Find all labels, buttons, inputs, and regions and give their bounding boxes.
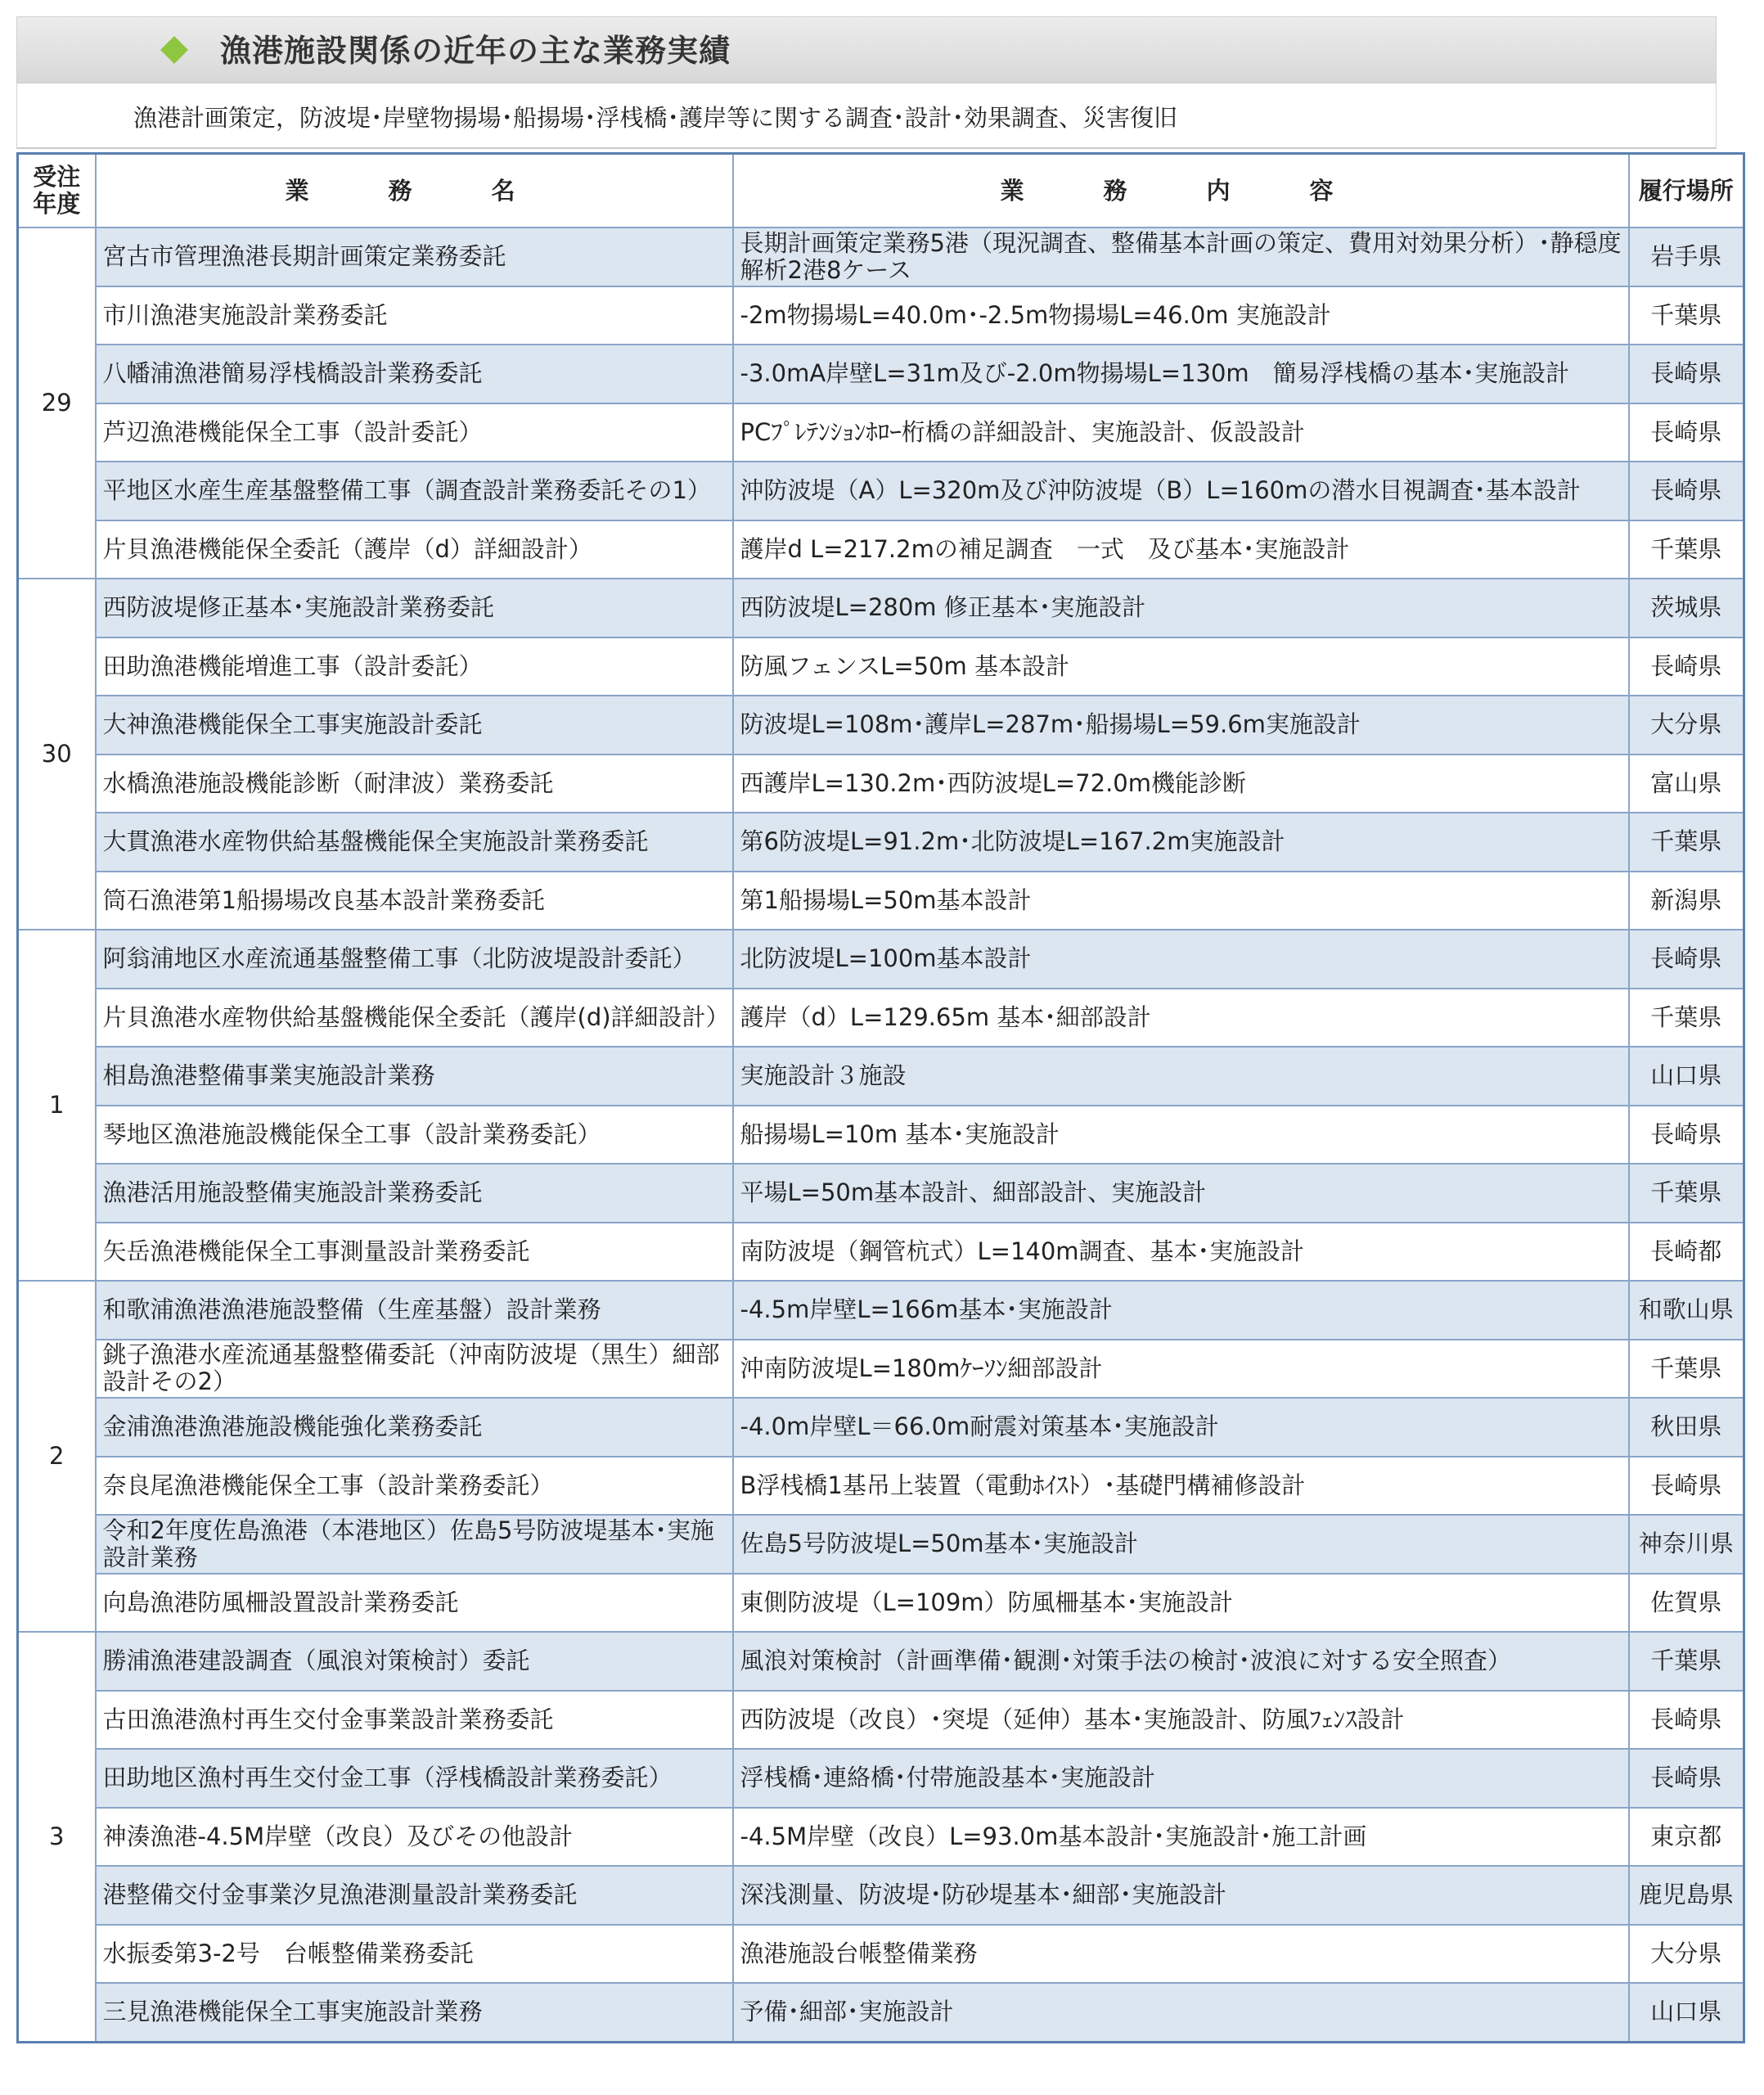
location-cell: 和歌山県 [1629,1281,1744,1340]
work-content-cell: 南防波堤（鋼管杭式）L=140m調査、基本･実施設計 [733,1223,1629,1282]
work-name-cell: 奈良尾漁港機能保全工事（設計業務委託） [96,1457,733,1516]
location-cell: 神奈川県 [1629,1515,1744,1574]
table-row [18,1925,1744,1984]
location-cell: 新潟県 [1629,872,1744,930]
table-header-row [18,154,1744,228]
location-cell: 千葉県 [1629,1340,1744,1399]
work-name-cell: 三見漁港機能保全工事実施設計業務 [96,1983,733,2042]
location-cell: 千葉県 [1629,989,1744,1048]
location-cell: 東京都 [1629,1808,1744,1867]
table-row [18,989,1744,1048]
work-content-cell: -4.5m岸壁L=166m基本･実施設計 [733,1281,1629,1340]
location-cell: 長崎県 [1629,403,1744,462]
work-content-cell: 予備･細部･実施設計 [733,1983,1629,2042]
work-name-cell: 令和2年度佐島漁港（本港地区）佐島5号防波堤基本･実施設計業務 [96,1515,733,1574]
work-name-cell: 港整備交付金事業汐見漁港測量設計業務委託 [96,1866,733,1925]
work-content-cell: 漁港施設台帳整備業務 [733,1925,1629,1984]
table-row [18,1281,1744,1340]
section-subheader [16,83,1717,149]
work-content-cell: 西防波堤L=280m 修正基本･実施設計 [733,579,1629,638]
location-cell: 富山県 [1629,755,1744,813]
work-content-cell: 実施設計３施設 [733,1047,1629,1106]
work-name-cell: 銚子漁港水産流通基盤整備委託（沖南防波堤（黒生）細部設計その2） [96,1340,733,1399]
table-row [18,579,1744,638]
work-name-cell: 向島漁港防風柵設置設計業務委託 [96,1574,733,1633]
location-cell: 長崎都 [1629,1223,1744,1282]
location-cell: 長崎県 [1629,345,1744,403]
work-name-cell: 西防波堤修正基本･実施設計業務委託 [96,579,733,638]
table-row [18,930,1744,989]
table-row [18,1632,1744,1691]
column-header-place: 履行場所 [1629,154,1744,228]
work-content-cell: 沖南防波堤L=180mｹｰｿﾝ細部設計 [733,1340,1629,1399]
column-header-content: 業 務 内 容 [733,154,1629,228]
table-row [18,1457,1744,1516]
work-name-cell: 片貝漁港水産物供給基盤機能保全委託（護岸(d)詳細設計） [96,989,733,1048]
work-content-cell: 防波堤L=108m･護岸L=287m･船揚場L=59.6m実施設計 [733,696,1629,755]
work-name-cell: 芦辺漁港機能保全工事（設計委託） [96,403,733,462]
location-cell: 千葉県 [1629,286,1744,345]
table-row [18,462,1744,520]
work-name-cell: 宮古市管理漁港長期計画策定業務委託 [96,228,733,286]
location-cell: 千葉県 [1629,813,1744,872]
table-row [18,755,1744,813]
location-cell: 大分県 [1629,1925,1744,1984]
table-row [18,638,1744,696]
table-row [18,1515,1744,1574]
table-row [18,520,1744,579]
work-content-cell: 東側防波堤（L=109m）防風柵基本･実施設計 [733,1574,1629,1633]
work-name-cell: 水橋漁港施設機能診断（耐津波）業務委託 [96,755,733,813]
work-name-cell: 相島漁港整備事業実施設計業務 [96,1047,733,1106]
location-cell: 茨城県 [1629,579,1744,638]
work-content-cell: 佐島5号防波堤L=50m基本･実施設計 [733,1515,1629,1574]
work-name-cell: 田助地区漁村再生交付金工事（浮桟橋設計業務委託） [96,1749,733,1808]
work-content-cell: 風浪対策検討（計画準備･観測･対策手法の検討･波浪に対する安全照査） [733,1632,1629,1691]
work-name-cell: 大貫漁港水産物供給基盤機能保全実施設計業務委託 [96,813,733,872]
work-name-cell: 田助漁港機能増進工事（設計委託） [96,638,733,696]
work-content-cell: 護岸（d）L=129.65m 基本･細部設計 [733,989,1629,1048]
diamond-bullet-icon [160,36,188,64]
table-row [18,1574,1744,1633]
work-content-cell: PCﾌﾟﾚﾃﾝｼｮﾝﾎﾛｰ桁橋の詳細設計、実施設計、仮設設計 [733,403,1629,462]
table-row [18,1340,1744,1399]
table-row [18,1749,1744,1808]
work-content-cell: -4.5M岸壁（改良）L=93.0m基本設計･実施設計･施工計画 [733,1808,1629,1867]
location-cell: 岩手県 [1629,228,1744,286]
work-content-cell: 深浅測量、防波堤･防砂堤基本･細部･実施設計 [733,1866,1629,1925]
table-row [18,696,1744,755]
work-content-cell: 防風フェンスL=50m 基本設計 [733,638,1629,696]
location-cell: 秋田県 [1629,1398,1744,1457]
work-content-cell: 護岸d L=217.2mの補足調査 一式 及び基本･実施設計 [733,520,1629,579]
table-row [18,345,1744,403]
table-row [18,228,1744,286]
location-cell: 千葉県 [1629,520,1744,579]
table-body [18,228,1744,2042]
table-row [18,813,1744,872]
work-name-cell: 平地区水産生産基盤整備工事（調査設計業務委託その1） [96,462,733,520]
work-name-cell: 大神漁港機能保全工事実施設計委託 [96,696,733,755]
work-name-cell: 筒石漁港第1船揚場改良基本設計業務委託 [96,872,733,930]
work-content-cell: 長期計画策定業務5港（現況調査、整備基本計画の策定、費用対効果分析）･静穏度解析2港8ケース [733,228,1629,286]
table-row [18,1223,1744,1282]
column-header-name: 業 務 名 [96,154,733,228]
year-cell: 30 [18,579,96,930]
table-row [18,1983,1744,2042]
year-cell: 1 [18,930,96,1281]
work-content-cell: 平場L=50m基本設計、細部設計、実施設計 [733,1164,1629,1223]
location-cell: 長崎県 [1629,1457,1744,1516]
work-content-cell: 第1船揚場L=50m基本設計 [733,872,1629,930]
table-row [18,1164,1744,1223]
work-content-cell: 西護岸L=130.2m･西防波堤L=72.0m機能診断 [733,755,1629,813]
work-name-cell: 勝浦漁港建設調査（風浪対策検討）委託 [96,1632,733,1691]
year-cell: 3 [18,1632,96,2042]
year-cell: 29 [18,228,96,579]
work-name-cell: 片貝漁港機能保全委託（護岸（d）詳細設計） [96,520,733,579]
table-row [18,1047,1744,1106]
location-cell: 大分県 [1629,696,1744,755]
table-row [18,1106,1744,1165]
table-row [18,1866,1744,1925]
location-cell: 長崎県 [1629,1106,1744,1165]
work-name-cell: 古田漁港漁村再生交付金事業設計業務委託 [96,1691,733,1750]
table-row [18,872,1744,930]
work-name-cell: 神湊漁港-4.5M岸壁（改良）及びその他設計 [96,1808,733,1867]
work-name-cell: 矢岳漁港機能保全工事測量設計業務委託 [96,1223,733,1282]
location-cell: 長崎県 [1629,462,1744,520]
work-content-cell: 沖防波堤（A）L=320m及び沖防波堤（B）L=160mの潜水目視調査･基本設計 [733,462,1629,520]
location-cell: 山口県 [1629,1983,1744,2042]
work-name-cell: 金浦漁港漁港施設機能強化業務委託 [96,1398,733,1457]
location-cell: 千葉県 [1629,1632,1744,1691]
work-content-cell: 船揚場L=10m 基本･実施設計 [733,1106,1629,1165]
year-cell: 2 [18,1281,96,1632]
column-header-year: 受注 年度 [18,154,96,228]
location-cell: 山口県 [1629,1047,1744,1106]
work-name-cell: 阿翁浦地区水産流通基盤整備工事（北防波堤設計委託） [96,930,733,989]
work-name-cell: 漁港活用施設整備実施設計業務委託 [96,1164,733,1223]
work-content-cell: 第6防波堤L=91.2m･北防波堤L=167.2m実施設計 [733,813,1629,872]
work-content-cell: 北防波堤L=100m基本設計 [733,930,1629,989]
location-cell: 千葉県 [1629,1164,1744,1223]
location-cell: 長崎県 [1629,1691,1744,1750]
table-row [18,286,1744,345]
table-row [18,1808,1744,1867]
work-name-cell: 水振委第3-2号 台帳整備業務委託 [96,1925,733,1984]
section-title: 漁港施設関係の近年の主な業務実績 [220,33,731,69]
location-cell: 佐賀県 [1629,1574,1744,1633]
work-content-cell: -4.0m岸壁L＝66.0m耐震対策基本･実施設計 [733,1398,1629,1457]
work-name-cell: 和歌浦漁港漁港施設整備（生産基盤）設計業務 [96,1281,733,1340]
section-header [16,16,1717,83]
work-name-cell: 八幡浦漁港簡易浮桟橋設計業務委託 [96,345,733,403]
table-row [18,1691,1744,1750]
location-cell: 長崎県 [1629,638,1744,696]
work-content-cell: 浮桟橋･連絡橋･付帯施設基本･実施設計 [733,1749,1629,1808]
work-content-cell: -3.0mA岸壁L=31m及び-2.0m物揚場L=130m 簡易浮桟橋の基本･実施設計 [733,345,1629,403]
table-row [18,1398,1744,1457]
work-content-cell: B浮桟橋1基吊上装置（電動ﾎｲｽﾄ）･基礎門構補修設計 [733,1457,1629,1516]
work-content-cell: -2m物揚場L=40.0m･-2.5m物揚場L=46.0m 実施設計 [733,286,1629,345]
work-name-cell: 市川漁港実施設計業務委託 [96,286,733,345]
section-description: 漁港計画策定，防波堤･岸壁物揚場･船揚場･浮桟橋･護岸等に関する調査･設計･効果調査、災害復旧 [133,104,1178,132]
location-cell: 長崎県 [1629,1749,1744,1808]
work-content-cell: 西防波堤（改良）･突堤（延伸）基本･実施設計、防風ﾌｪﾝｽ設計 [733,1691,1629,1750]
results-table [16,152,1745,2043]
table-row [18,403,1744,462]
location-cell: 鹿児島県 [1629,1866,1744,1925]
location-cell: 長崎県 [1629,930,1744,989]
work-name-cell: 琴地区漁港施設機能保全工事（設計業務委託） [96,1106,733,1165]
